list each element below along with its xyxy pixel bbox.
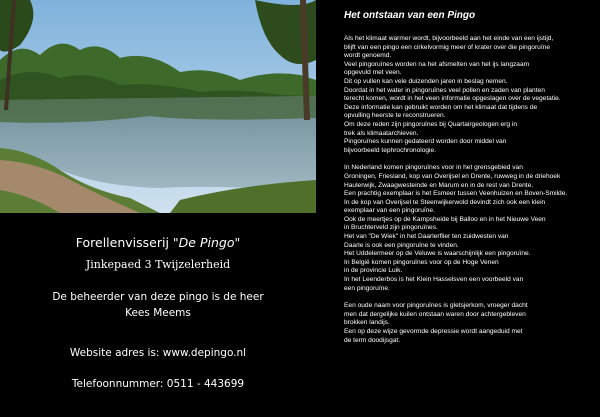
phone-text: Telefoonnummer: 0511 - 443699 <box>71 378 245 390</box>
article <box>344 10 596 354</box>
pingo-lake-photo <box>0 0 316 213</box>
owner-line: De beheerder van deze pingo is de heer <box>52 291 264 303</box>
contact-info <box>0 213 316 417</box>
article-paragraph-3: Een oude naam voor pingoruïnes is gletsjerkom, vroeger dacht men dat dergelijke kuilen ontstaan waren door achtergebleven brokken landijs. Een op deze wijze gevormde depressie wordt aangeduid met de term doodijsgat. <box>344 302 528 344</box>
article-paragraph-1: Als het klimaat warmer wordt, bijvoorbeeld aan het einde van een ijstijd, blijft van een pingo een cirkelvormig meer of krater over die pingoruïne wordt genoemd. Veel pingoruïnes worden na het afsmelten van het ijs langzaam opgevuld met veen. Dit op vullen kan vele duizenden jaren in beslag nemen. Doordat in het water in pingoruïnes veel pollen en zaden van planten terecht komen, wordt in het veen informatie opgeslagen over de vegetatie. Deze informatie kan gebruikt worden om het klimaat dat tijdens de opvulling heerste te reconstrueren. Om deze reden zijn pingoruïnes bij Quartairgeologen erg in trek als klimaatarchieven. Pingoruïnes kunnen gedateerd worden door middel van bijvoorbeeld tephrochronologie. <box>344 35 561 154</box>
article-paragraph-2: In Nederland komen pingoruïnes voor in het grensgebied van Groningen, Friesland, kop van Overijsel en Drente, ruwweg in de driehoek Haulerwijk, Zwaagwesteinde en Marum en in de rest van Drente. Een prachtig exemplaar is het Esmeer tussen Veenhuizen en Boven-Smilde. In de kop van Overijsel te Steenwijkerwold devindt zich ook een klein exemplaar van een pingoruïne. Ook de meertjes op de Kampsheide bij Balloo en in het Nieuwe Veen in Bruchterveld zijn pingoruïnes. Het van "De Wiek" in het Daarlerflier ten zuidwesten van Daarle is ook een pingoruïne te vinden. Het Uddelermeer op de Veluwe is waarschijnlijk een pingoruïne. In België komen pingoruïnes voor op de Hoge Venen in de provincie Luik. In het Leenderbos is het Klein Hasselsven een voorbeeld van een pingoruïne. <box>344 164 568 292</box>
owner-name: Kees Meems <box>125 307 191 319</box>
website-text: Website adres is: www.depingo.nl <box>69 347 247 359</box>
article-title: Het ontstaan van een Pingo <box>344 10 476 21</box>
business-name-quoted: "De Pingo" <box>172 235 241 250</box>
business-name-prefix: Forellenvisserij <box>75 235 173 250</box>
business-name <box>0 235 316 250</box>
address-text: Jinkepaed 3 Twijzelerheid <box>85 258 231 271</box>
